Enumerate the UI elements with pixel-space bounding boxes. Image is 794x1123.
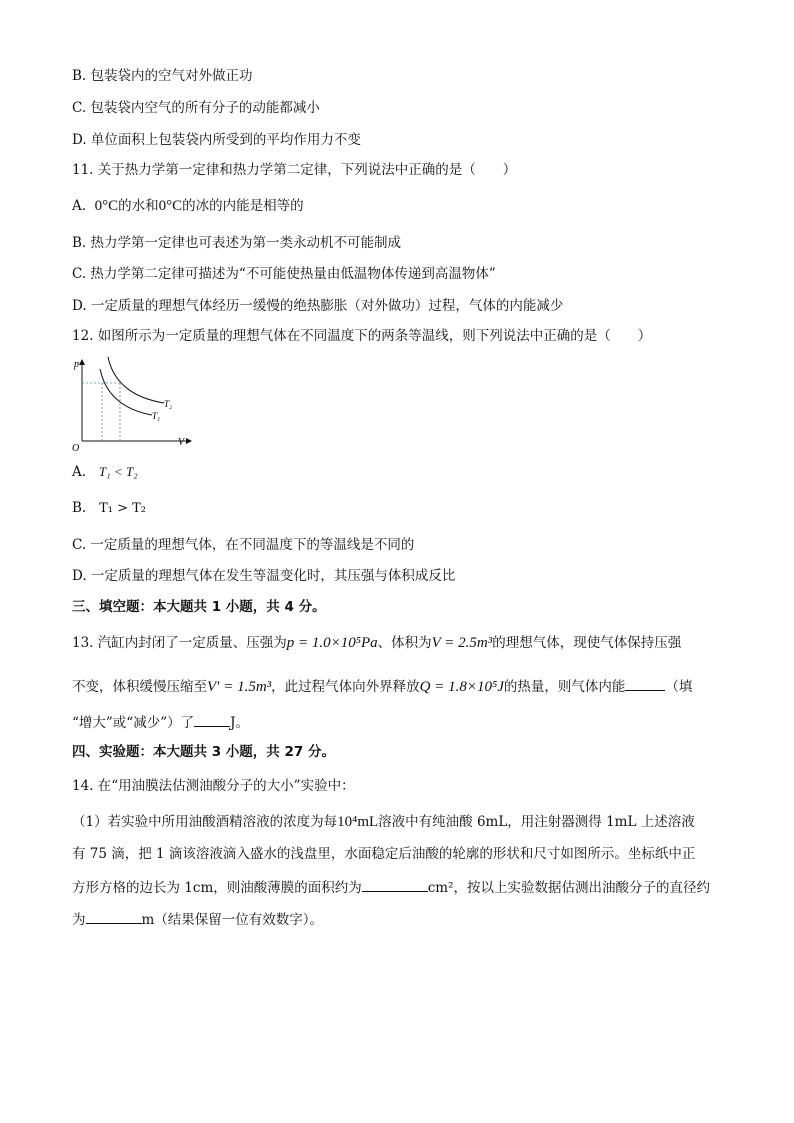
blank-4[interactable] (86, 909, 142, 924)
q14-text-3: 方形方格的边长为 1cm，则油酸薄膜的面积约为 (72, 880, 362, 896)
x-axis-arrow (186, 438, 192, 444)
q13-heat: Q = 1.8×10⁵J (419, 679, 504, 695)
option-12b (72, 498, 734, 519)
option-11d: D. 一定质量的理想气体经历一缓慢的绝热膨胀（对外做功）过程，气体的内能减少 (72, 298, 564, 314)
option-12a (72, 462, 734, 482)
option-12b-expression: T₁ > T₂ (99, 501, 147, 516)
temperature-2: 0°C (158, 198, 183, 214)
blank-1[interactable] (625, 676, 665, 691)
option-12d: D. 一定质量的理想气体在发生等温变化时，其压强与体积成反比 (72, 568, 456, 584)
q13-text-3: 的理想气体，现使气体保持压强 (492, 635, 682, 651)
q13-text-1: 13. 汽缸内封闭了一定质量、压强为 (72, 635, 287, 651)
question-13-line-1 (72, 633, 734, 653)
curve-label-t2: T₂ (164, 399, 173, 409)
q13-pressure: p = 1.0×10⁵Pa (286, 635, 378, 651)
q14-text-4: cm²，按以上实验数据估测出油酸分子的直径约 (427, 880, 711, 896)
q14-concentration: 10⁴mL (337, 814, 379, 830)
q14-text-2: 溶液中有纯油酸 6mL，用注射器测得 1mL 上述溶液 (378, 814, 695, 830)
curve-label-t1: T₁ (152, 411, 161, 421)
option-11c: C. 热力学第二定律可描述为“不可能使热量由低温物体传递到高温物体” (72, 266, 496, 282)
question-14-part-1-line-1 (72, 812, 734, 832)
q14-text-6: m（结果保留一位有效数字）。 (141, 912, 324, 928)
q13-volume: V = 2.5m³ (431, 635, 493, 651)
question-11: 11. 关于热力学第一定律和热力学第二定律，下列说法中正确的是（ ） (72, 162, 517, 178)
section-4-heading: 四、实验题：本大题共 3 小题，共 27 分。 (72, 744, 335, 760)
origin-label: O (72, 443, 80, 451)
option-11a (72, 196, 734, 216)
question-13-line-3 (72, 712, 734, 733)
q13-text-5: ，此过程气体向外界释放 (271, 679, 420, 695)
q13-text-6: 的热量，则气体内能 (503, 679, 626, 695)
option-12a-prefix: A. (72, 464, 87, 480)
question-14: 14. 在“用油膜法估测油酸分子的大小”实验中： (72, 778, 355, 794)
option-12c: C. 一定质量的理想气体，在不同温度下的等温线是不同的 (72, 537, 415, 553)
q13-text-8: “增大”或“减少”）了 (72, 715, 195, 731)
option-11b: B. 热力学第一定律也可表述为第一类永动机不可能制成 (72, 235, 402, 251)
option-12b-prefix: B. (72, 500, 87, 516)
y-axis-label: p (74, 359, 79, 370)
blank-2[interactable] (194, 712, 230, 727)
question-12: 12. 如图所示为一定质量的理想气体在不同温度下的两条等温线，则下列说法中正确的是（ ） (72, 328, 652, 344)
q13-text-4: 不变，体积缓慢压缩至 (72, 679, 207, 695)
q13-text-9: J。 (230, 715, 250, 731)
q14-text-5: 为 (72, 912, 86, 928)
question-14-part-1-line-4 (72, 909, 734, 930)
section-3-heading: 三、填空题：本大题共 1 小题，共 4 分。 (72, 599, 326, 615)
x-axis-label: V (178, 437, 185, 448)
option-11a-suffix: 的冰的内能是相等的 (182, 198, 304, 214)
q14-text-1: （1）若实验中所用油酸酒精溶液的浓度为每 (72, 814, 338, 830)
question-14-part-1-line-3 (72, 877, 734, 898)
option-10d: D. 单位面积上包装袋内所受到的平均作用力不变 (72, 132, 361, 148)
option-12a-expression: T₁ < T₂ (98, 464, 138, 479)
option-11a-prefix: A. (72, 198, 87, 214)
question-14-part-1-line-2: 有 75 滴，把 1 滴该溶液滴入盛水的浅盘里，水面稳定后油酸的轮廓的形状和尺寸如图所示。坐标纸中正 (72, 846, 696, 862)
isotherm-graph (72, 355, 202, 451)
option-10b: B. 包装袋内的空气对外做正功 (72, 68, 253, 84)
temperature-1: 0°C (94, 198, 119, 214)
isotherm-t2-curve (108, 357, 164, 403)
q13-text-2: 、体积为 (377, 635, 432, 651)
y-axis-arrow (79, 359, 85, 365)
q13-final-volume: V′ = 1.5m³ (207, 679, 272, 695)
question-13-line-2 (72, 676, 734, 697)
option-10c: C. 包装袋内空气的所有分子的动能都减小 (72, 100, 320, 116)
blank-3[interactable] (362, 877, 428, 892)
isotherm-t1-curve (100, 369, 152, 415)
q13-text-7: （填 (665, 679, 693, 695)
option-11a-mid: 的水和 (118, 198, 159, 214)
